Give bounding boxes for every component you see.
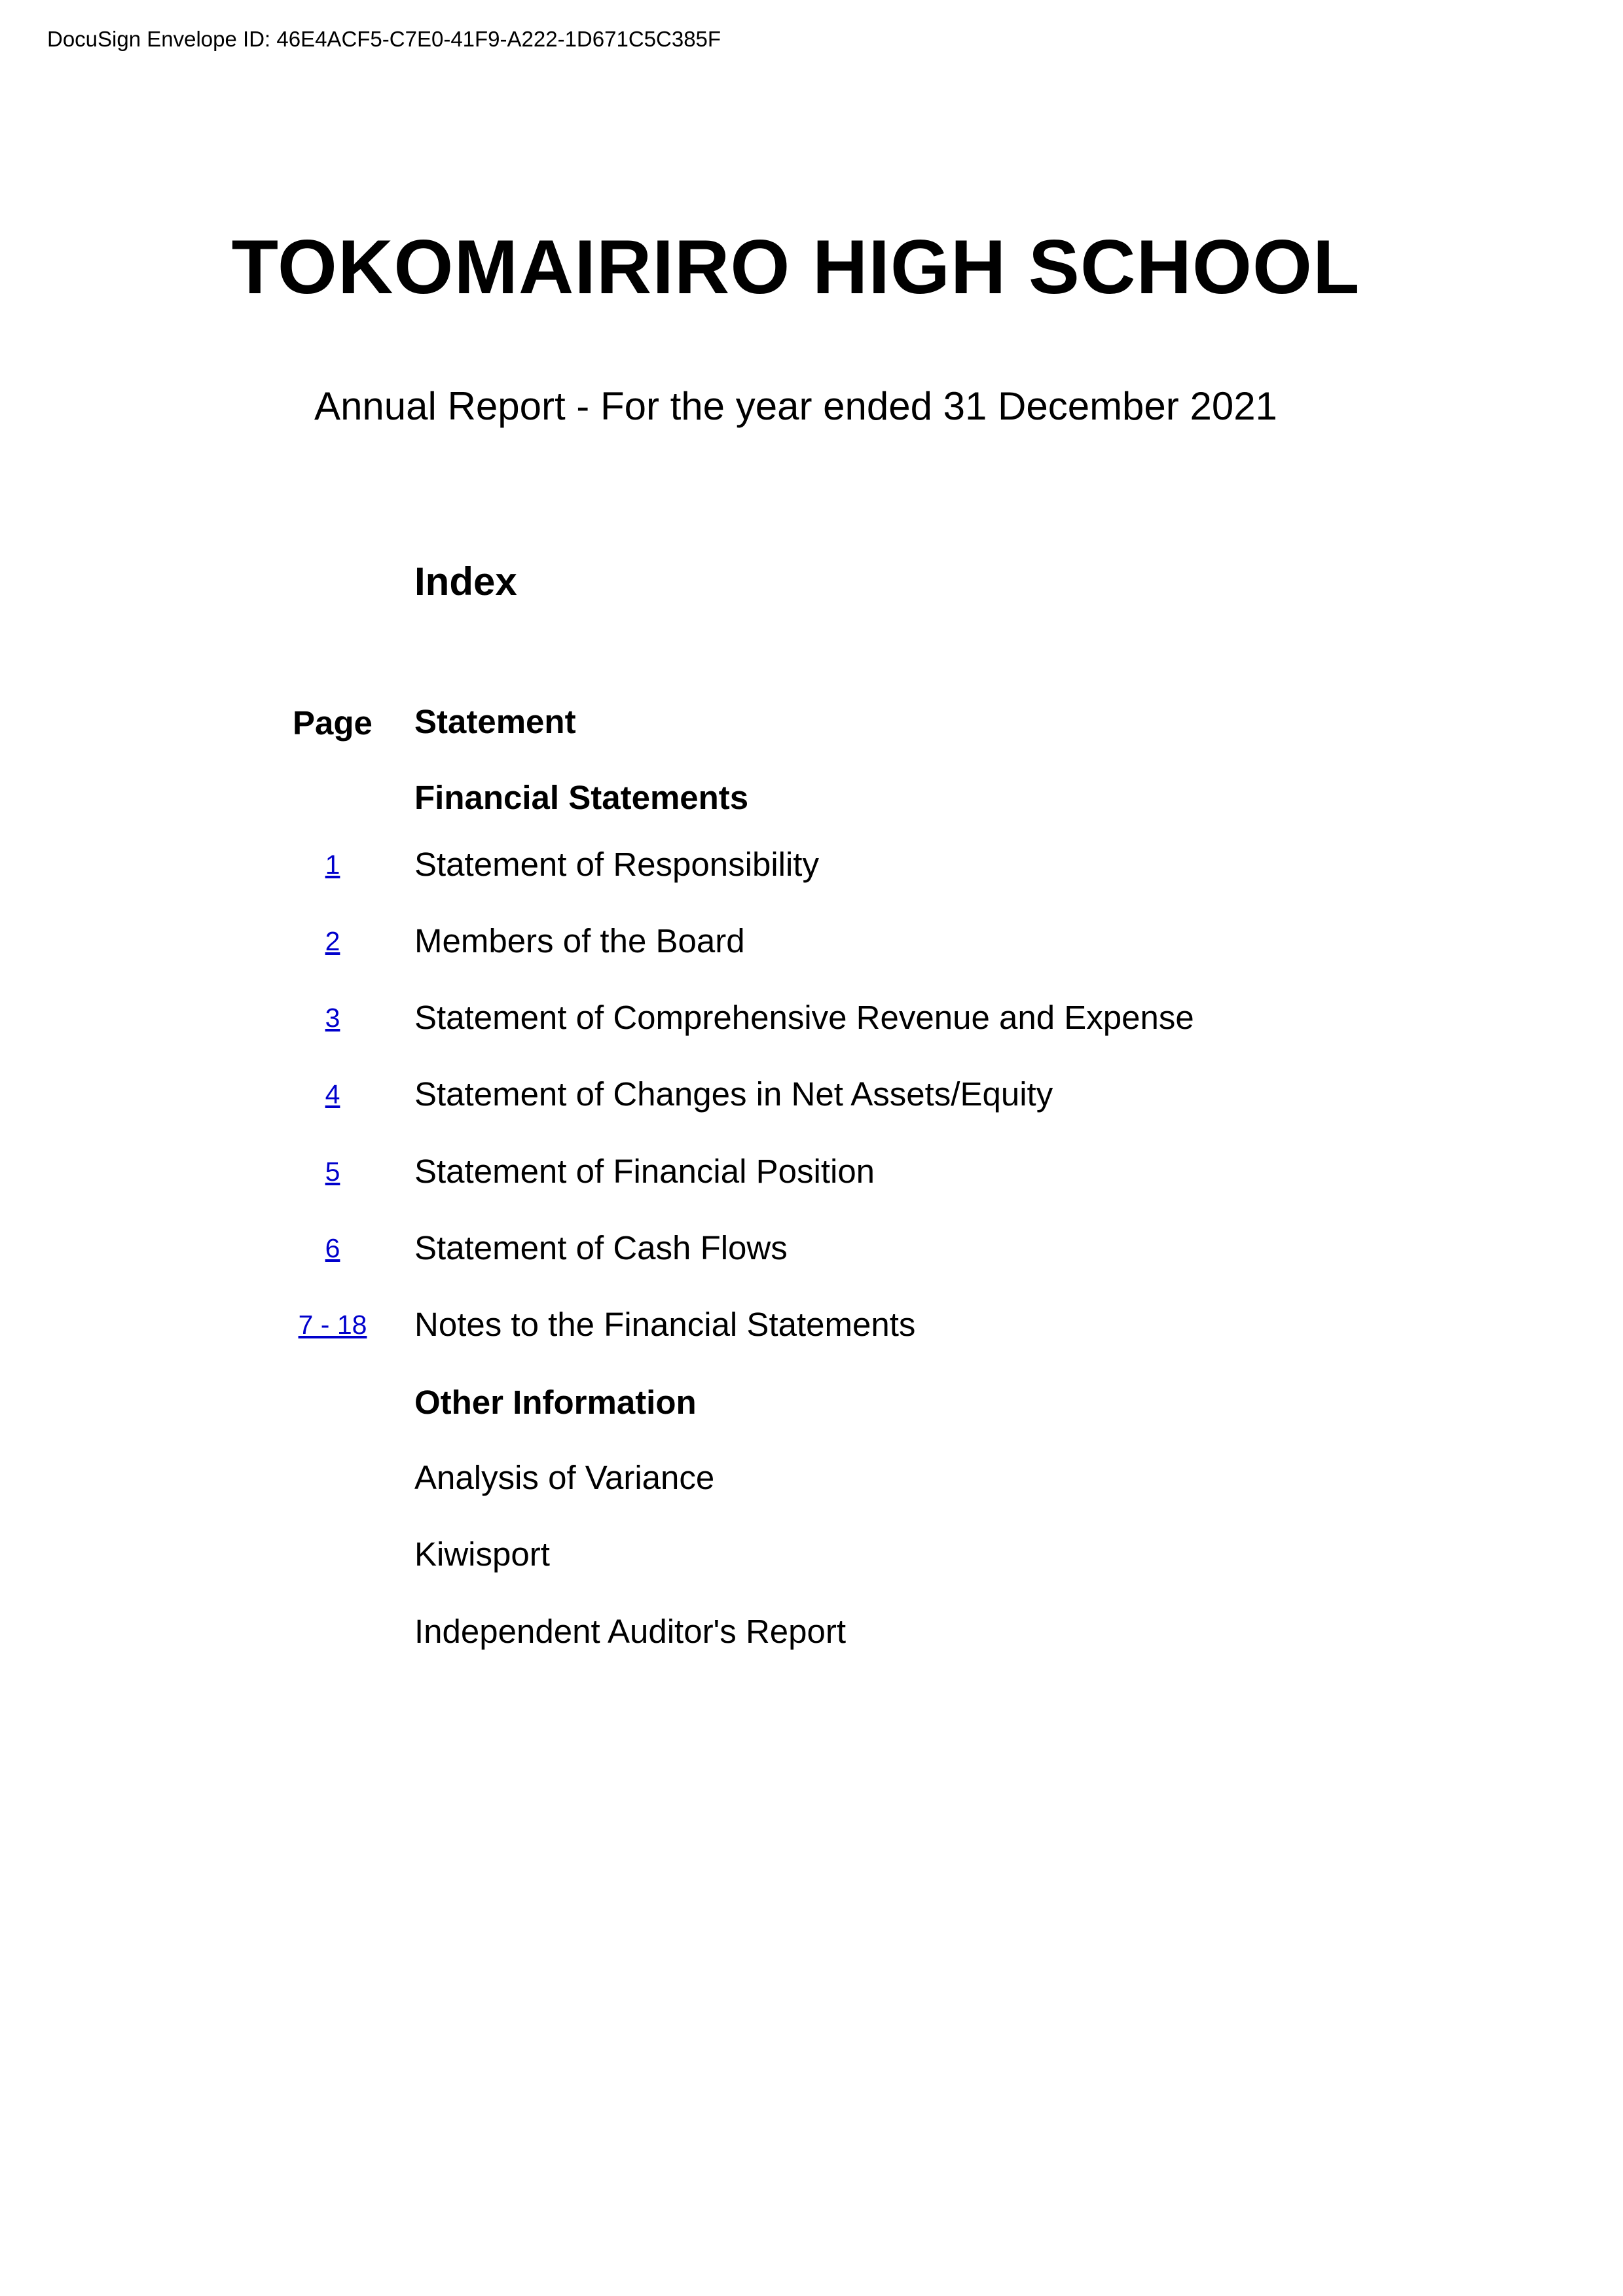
- index-entry-cash-flows: Statement of Cash Flows: [414, 1229, 788, 1266]
- page-link-members-of-the-board[interactable]: 2: [325, 926, 340, 956]
- document-subtitle: Annual Report - For the year ended 31 December 2021: [314, 384, 1277, 428]
- statement-column-header: Statement: [414, 703, 576, 740]
- index-entry-kiwisport: Kiwisport: [414, 1535, 550, 1573]
- page-link-notes-to-financial-statements[interactable]: 7 - 18: [298, 1310, 367, 1340]
- index-entry-financial-position: Statement of Financial Position: [414, 1153, 875, 1190]
- index-entry-changes-in-net-assets: Statement of Changes in Net Assets/Equity: [414, 1075, 1053, 1113]
- index-entry-statement-of-responsibility: Statement of Responsibility: [414, 846, 819, 883]
- document-title: TOKOMAIRIRO HIGH SCHOOL: [231, 224, 1360, 310]
- index-heading: Index: [414, 560, 517, 603]
- page-link-comprehensive-revenue-expense[interactable]: 3: [325, 1003, 340, 1033]
- page-link-financial-position[interactable]: 5: [325, 1157, 340, 1187]
- docusign-envelope-id: DocuSign Envelope ID: 46E4ACF5-C7E0-41F9-A222-1D671C5C385F: [47, 27, 721, 51]
- index-entry-members-of-the-board: Members of the Board: [414, 922, 745, 960]
- page-column-header: Page: [293, 704, 373, 742]
- index-entry-analysis-of-variance: Analysis of Variance: [414, 1459, 715, 1496]
- page-link-statement-of-responsibility[interactable]: 1: [325, 850, 340, 880]
- financial-statements-heading: Financial Statements: [414, 779, 749, 816]
- other-information-heading: Other Information: [414, 1384, 697, 1421]
- index-entry-comprehensive-revenue-expense: Statement of Comprehensive Revenue and Expense: [414, 999, 1194, 1036]
- index-entry-notes-to-financial-statements: Notes to the Financial Statements: [414, 1306, 916, 1343]
- page-link-changes-in-net-assets[interactable]: 4: [325, 1079, 340, 1109]
- index-entry-independent-auditors-report: Independent Auditor's Report: [414, 1613, 847, 1650]
- page-link-cash-flows[interactable]: 6: [325, 1233, 340, 1263]
